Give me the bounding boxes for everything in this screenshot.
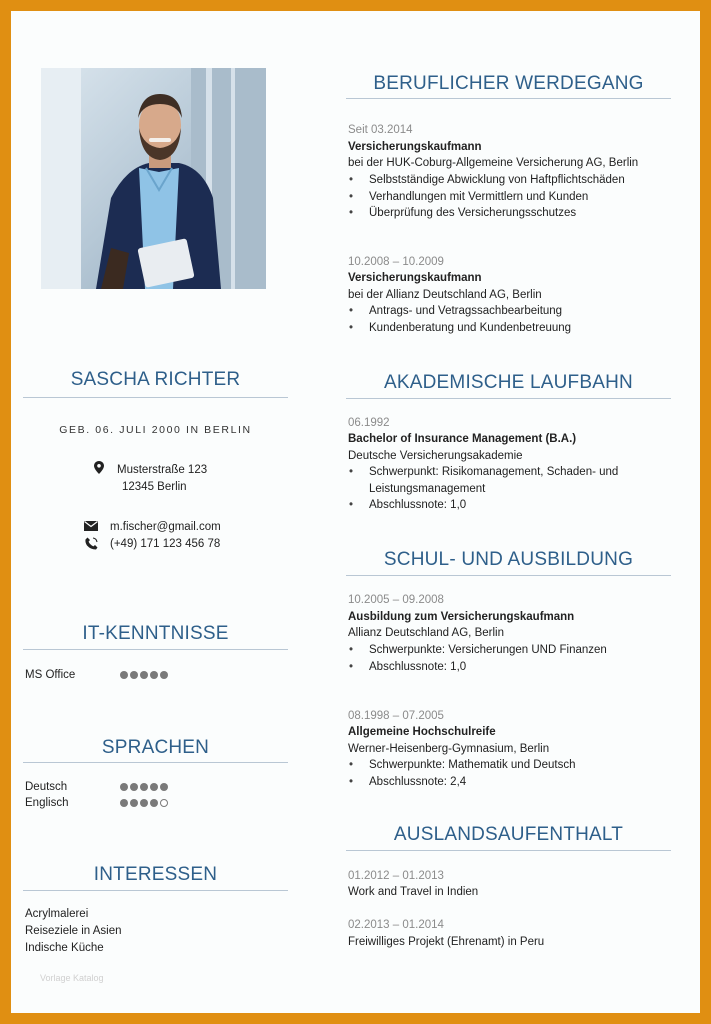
bullet-item: • Verhandlungen mit Vermittlern und Kunden [348,189,625,206]
it-skills-heading: IT-KENNTNISSE [82,623,229,644]
rating-dot-filled [140,799,148,807]
cv-page [11,11,700,1013]
bullet-continuation-text: Leistungsmanagement [369,482,486,495]
divider [346,98,671,99]
school-heading: SCHUL- UND AUSBILDUNG [383,549,634,570]
rating-dot-filled [140,783,148,791]
skill-rating [120,671,168,679]
entry-date: Seit 03.2014 [348,124,413,136]
entry-date: 06.1992 [348,417,390,429]
entry-date: 10.2008 – 10.2009 [348,256,444,268]
entry-text: Freiwilliges Projekt (Ehrenamt) in Peru [348,936,545,948]
envelope-icon [84,521,98,531]
divider [23,890,288,891]
divider [346,575,671,576]
profile-photo [41,68,266,289]
entry-title: Ausbildung zum Versicherungskaufmann [348,611,575,623]
phone-number: (+49) 171 123 456 78 [110,538,221,550]
entry-org: Deutsche Versicherungsakademie [348,450,523,462]
bullet-item: • Abschlussnote: 1,0 [348,497,618,514]
interest-item: Reiseziele in Asien [25,925,122,937]
rating-dot-filled [120,799,128,807]
entry-title: Versicherungskaufmann [348,141,482,153]
bullet-item: • Schwerpunkte: Mathematik und Deutsch [348,757,575,774]
entry-date: 10.2005 – 09.2008 [348,594,444,606]
address-street: Musterstraße 123 [117,464,208,476]
entry-bullets [348,464,618,514]
email-link[interactable]: m.fischer@gmail.com [110,521,221,533]
rating-dot-filled [130,799,138,807]
rating-dot-filled [130,783,138,791]
entry-bullets [348,757,575,790]
language-rating [120,783,168,791]
divider [346,850,671,851]
bullet-item: • Schwerpunkt: Risikomanagement, Schaden- und [348,464,618,481]
entry-title: Bachelor of Insurance Management (B.A.) [348,433,577,445]
languages-heading: SPRACHEN [101,737,210,758]
entry-org: bei der HUK-Coburg-Allgemeine Versicherung AG, Berlin [348,157,639,169]
entry-org: bei der Allianz Deutschland AG, Berlin [348,289,542,301]
name-heading: SASCHA RICHTER [70,369,241,390]
location-pin-icon [94,461,104,474]
rating-dot-filled [160,783,168,791]
skill-label: MS Office [25,669,76,681]
rating-dot-filled [150,671,158,679]
rating-dot-filled [160,671,168,679]
rating-dot-filled [150,799,158,807]
entry-bullets [348,642,607,675]
phone-icon [85,537,98,550]
entry-org: Allianz Deutschland AG, Berlin [348,627,504,639]
entry-date: 08.1998 – 07.2005 [348,710,444,722]
rating-dot-filled [140,671,148,679]
rating-dot-filled [120,671,128,679]
bullet-item: • Überprüfung des Versicherungsschutzes [348,205,625,222]
bullet-continuation [348,481,618,498]
entry-org: Werner-Heisenberg-Gymnasium, Berlin [348,743,550,755]
entry-date: 02.2013 – 01.2014 [348,919,444,931]
entry-title: Versicherungskaufmann [348,272,482,284]
language-label: Englisch [25,797,69,809]
abroad-heading: AUSLANDSAUFENTHALT [393,824,624,845]
language-rating [120,799,168,807]
divider [23,397,288,398]
address-city: 12345 Berlin [122,481,187,493]
rating-dot-filled [150,783,158,791]
career-heading: BERUFLICHER WERDEGANG [373,73,644,94]
entry-date: 01.2012 – 01.2013 [348,870,444,882]
bullet-item: • Abschlussnote: 1,0 [348,659,607,676]
bullet-item: • Antrags- und Vetragssachbearbeitung [348,303,571,320]
bullet-item: • Selbstständige Abwicklung von Haftpflichtschäden [348,172,625,189]
rating-dot-filled [120,783,128,791]
rating-dot-filled [130,671,138,679]
bullet-item: • Kundenberatung und Kundenbetreuung [348,320,571,337]
entry-bullets [348,172,625,222]
interest-item: Acrylmalerei [25,908,89,920]
birth-info: GEB. 06. JULI 2000 IN BERLIN [59,424,252,436]
entry-text: Work and Travel in Indien [348,886,479,898]
language-label: Deutsch [25,781,68,793]
bullet-item: • Schwerpunkte: Versicherungen UND Finanzen [348,642,607,659]
divider [23,649,288,650]
interests-heading: INTERESSEN [93,864,218,885]
academic-heading: AKADEMISCHE LAUFBAHN [384,372,633,393]
entry-bullets [348,303,571,336]
interest-item: Indische Küche [25,942,104,954]
divider [23,762,288,763]
watermark: Vorlage Katalog [40,973,104,983]
entry-title: Allgemeine Hochschulreife [348,726,496,738]
divider [346,398,671,399]
bullet-item: • Abschlussnote: 2,4 [348,774,575,791]
rating-dot-empty [160,799,168,807]
